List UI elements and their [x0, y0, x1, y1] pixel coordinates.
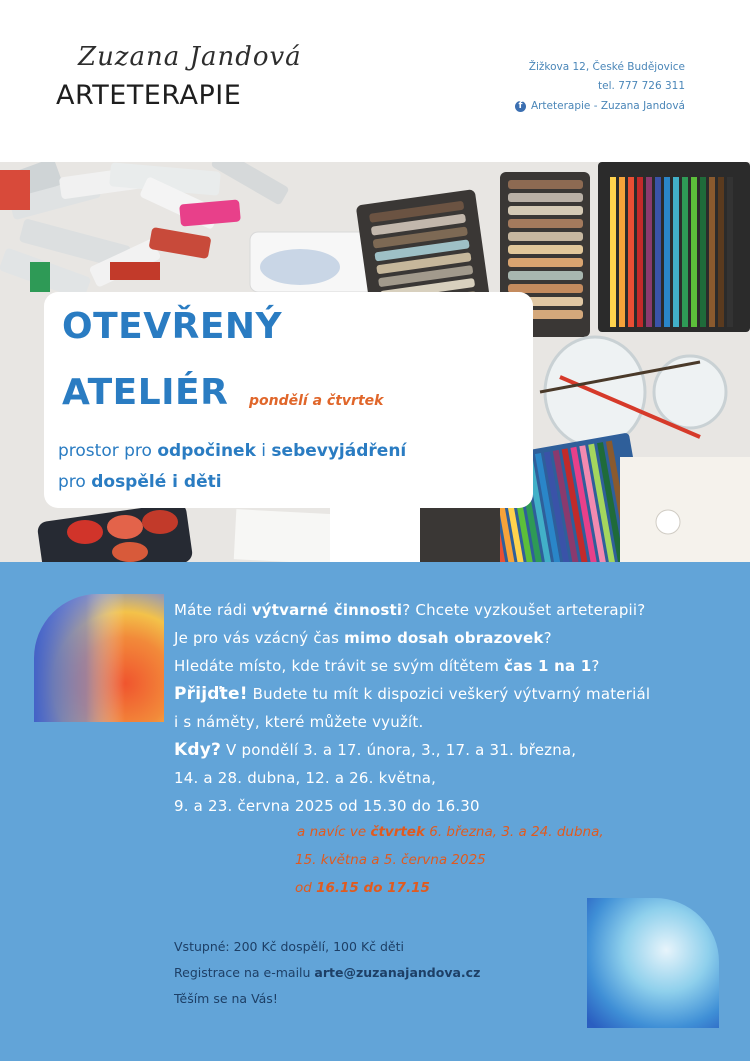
thursday-line-3: od 16.15 do 17.15	[295, 880, 430, 896]
title-line-1: OTEVŘENÝ	[62, 306, 283, 347]
address: Žižkova 12, České Budějovice	[528, 61, 685, 73]
invitation: Přijďte! Budete tu mít k dispozici veškerý výtvarný materiál	[174, 684, 651, 704]
question-1: Máte rádi výtvarné činnosti? Chcete vyzkoušet arteterapii?	[174, 601, 646, 619]
description-text	[174, 596, 650, 820]
tagline-1: prostor pro odpočinek i sebevyjádření	[58, 441, 407, 461]
question-2: Je pro vás vzácný čas mimo dosah obrazovek?	[174, 629, 552, 647]
thursday-line-1: a navíc ve čtvrtek 6. března, 3. a 24. dubna,	[297, 824, 604, 840]
title-card	[44, 292, 533, 508]
contact-info	[515, 58, 685, 116]
email-link[interactable]: arte@zuzanajandova.cz	[314, 965, 481, 980]
closing: Těším se na Vás!	[174, 991, 278, 1006]
schedule-2: 14. a 28. dubna, 12. a 26. května,	[174, 769, 437, 787]
days-subtitle: pondělí a čtvrtek	[249, 393, 384, 409]
question-3: Hledáte místo, kde trávit se svým dítětem čas 1 na 1?	[174, 657, 600, 675]
schedule-3: 9. a 23. června 2025 od 15.30 do 16.30	[174, 797, 480, 815]
logo-title: ARTETERAPIE	[56, 80, 242, 111]
header	[0, 0, 750, 162]
tagline-2: pro dospělé i děti	[58, 472, 222, 492]
facebook-link[interactable]	[515, 97, 685, 116]
title-line-2: ATELIÉR	[62, 372, 229, 413]
watercolor-decoration-blue	[587, 898, 719, 1028]
facebook-icon: f	[515, 101, 526, 112]
registration: Registrace na e-mailu arte@zuzanajandova.cz	[174, 965, 481, 980]
footer-info	[174, 934, 480, 1012]
phone: tel. 777 726 311	[598, 80, 685, 92]
fee: Vstupné: 200 Kč dospělí, 100 Kč děti	[174, 939, 404, 954]
invitation-cont: i s náměty, které můžete využít.	[174, 713, 424, 731]
facebook-label: Arteterapie - Zuzana Jandová	[530, 100, 685, 112]
watercolor-decoration	[34, 594, 164, 722]
schedule-1: Kdy? V pondělí 3. a 17. února, 3., 17. a 31. března,	[174, 740, 577, 760]
thursday-line-2: 15. května a 5. června 2025	[295, 852, 486, 868]
logo-script-name: Zuzana Jandová	[78, 42, 302, 72]
